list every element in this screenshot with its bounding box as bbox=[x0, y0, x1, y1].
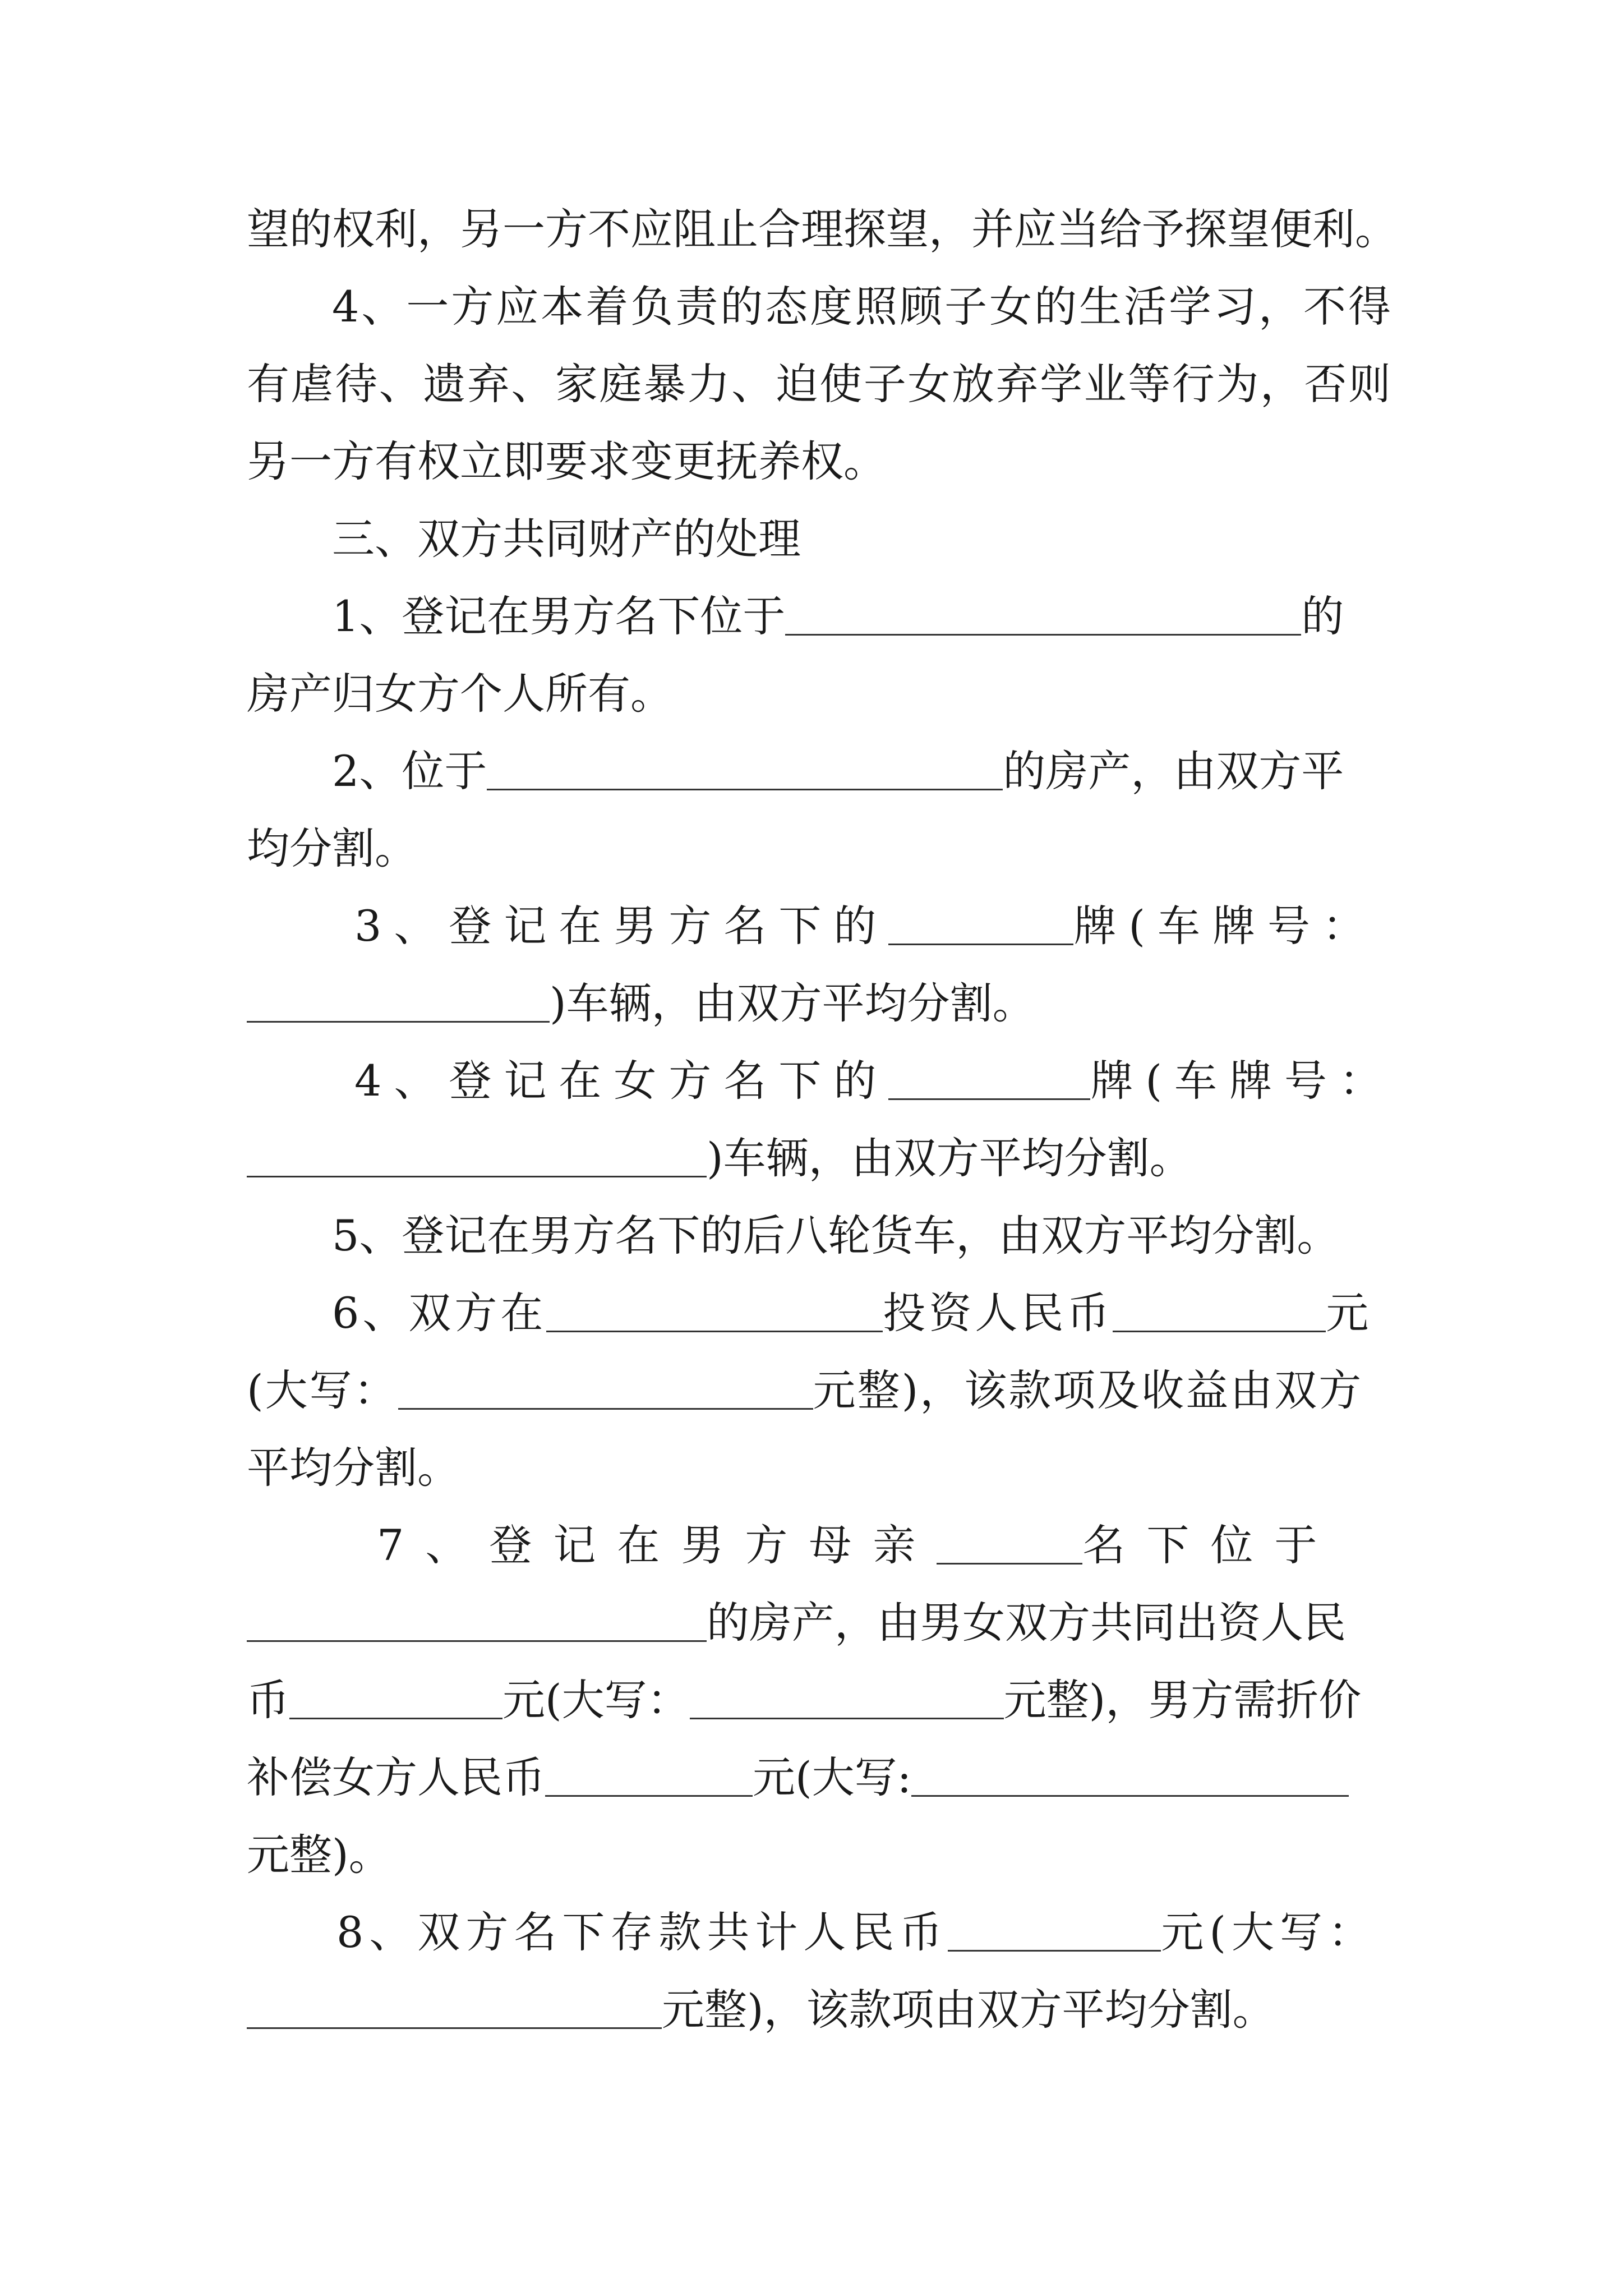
text: 的房产，由男女双方共同出资人民 bbox=[707, 1598, 1346, 1648]
text: 6、双方在 bbox=[332, 1288, 547, 1338]
text: 望的权利，另一方不应阻止合理探望，并应当给予探望便利。 bbox=[247, 204, 1398, 254]
fill-in-blank[interactable] bbox=[937, 1528, 1082, 1565]
fill-in-blank[interactable] bbox=[545, 1760, 753, 1797]
paragraph-line bbox=[247, 268, 1391, 346]
fill-in-blank[interactable] bbox=[785, 599, 1301, 636]
text: )车辆，由双方平均分割。 bbox=[707, 1133, 1192, 1183]
text: 元(大写： bbox=[1161, 1907, 1377, 1957]
fill-in-blank[interactable] bbox=[487, 754, 1003, 790]
text: )车辆，由双方平均分割。 bbox=[550, 978, 1035, 1028]
text: 元整)，该款项及收益由双方 bbox=[813, 1365, 1363, 1415]
fill-in-blank[interactable] bbox=[398, 1373, 813, 1410]
paragraph-line bbox=[247, 578, 1391, 655]
fill-in-blank[interactable] bbox=[1113, 1296, 1326, 1332]
text: 8、双方名下存款共计人民币 bbox=[336, 1907, 948, 1957]
text: 均分割。 bbox=[247, 823, 417, 873]
text: 另一方有权立即要求变更抚养权。 bbox=[247, 436, 886, 486]
text: 房产归女方个人所有。 bbox=[247, 669, 673, 719]
paragraph-line bbox=[247, 1894, 1391, 1971]
fill-in-blank[interactable] bbox=[888, 1064, 1090, 1100]
paragraph-line bbox=[247, 1352, 1391, 1429]
text: 5、登记在男方名下的后八轮货车，由双方平均分割。 bbox=[332, 1211, 1340, 1260]
paragraph-line bbox=[247, 1197, 1391, 1274]
paragraph-line bbox=[247, 1739, 1391, 1816]
paragraph-line bbox=[247, 1584, 1391, 1662]
paragraph-line bbox=[247, 191, 1398, 268]
text: 三、双方共同财产的处理 bbox=[332, 514, 801, 564]
fill-in-blank[interactable] bbox=[247, 1993, 662, 2029]
text: 平均分割。 bbox=[247, 1443, 460, 1493]
text: 元 bbox=[1326, 1288, 1372, 1338]
paragraph-line bbox=[247, 810, 1391, 887]
paragraph-line bbox=[247, 1042, 1395, 1120]
fill-in-blank[interactable] bbox=[690, 1683, 1004, 1719]
paragraph-line bbox=[247, 1274, 1391, 1352]
text: 7、登记在男方母亲 bbox=[377, 1520, 937, 1570]
text: 名下位于 bbox=[1082, 1520, 1339, 1570]
text: 有虐待、遗弃、家庭暴力、迫使子女放弃学业等行为，否则 bbox=[247, 359, 1391, 409]
text: 币 bbox=[247, 1675, 289, 1725]
fill-in-blank[interactable] bbox=[948, 1915, 1161, 1952]
paragraph-line bbox=[247, 887, 1391, 965]
text: 元整)。 bbox=[247, 1830, 391, 1880]
text: 元(大写: bbox=[753, 1752, 912, 1802]
section-heading bbox=[247, 500, 1391, 578]
text: 元整)，男方需折价 bbox=[1003, 1675, 1362, 1725]
text: 牌(车牌号： bbox=[1073, 901, 1378, 951]
fill-in-blank[interactable] bbox=[546, 1296, 883, 1332]
text: 1、登记在男方名下位于 bbox=[332, 591, 786, 641]
text: 投资人民币 bbox=[883, 1288, 1113, 1338]
text: 3、登记在男方名下的 bbox=[354, 901, 889, 951]
text: 元整)，该款项由双方平均分割。 bbox=[662, 1985, 1275, 2035]
fill-in-blank[interactable] bbox=[247, 1605, 707, 1642]
fill-in-blank[interactable] bbox=[247, 986, 550, 1023]
text: 2、位于 bbox=[332, 746, 487, 796]
fill-in-blank[interactable] bbox=[247, 1141, 707, 1177]
text: 4、登记在女方名下的 bbox=[354, 1056, 889, 1106]
text: (大写： bbox=[247, 1365, 398, 1415]
fill-in-blank[interactable] bbox=[289, 1683, 502, 1719]
text: 元(大写： bbox=[502, 1675, 690, 1725]
paragraph-line bbox=[247, 1507, 1391, 1584]
text: 的 bbox=[1301, 591, 1344, 641]
paragraph-line bbox=[247, 655, 1391, 733]
text: 牌(车牌号： bbox=[1090, 1056, 1395, 1106]
paragraph-line bbox=[247, 346, 1391, 423]
text: 的房产，由双方平 bbox=[1003, 746, 1344, 796]
fill-in-blank[interactable] bbox=[911, 1760, 1349, 1797]
text: 4、一方应本着负责的态度照顾子女的生活学习，不得 bbox=[332, 282, 1391, 332]
paragraph-line bbox=[247, 1429, 1391, 1507]
paragraph-line bbox=[247, 733, 1391, 810]
paragraph-line bbox=[247, 423, 1391, 500]
document-page bbox=[247, 191, 1398, 2049]
text: 补偿女方人民币 bbox=[247, 1752, 545, 1802]
paragraph-line bbox=[247, 1971, 1391, 2049]
paragraph-line bbox=[247, 1120, 1391, 1197]
paragraph-line bbox=[247, 965, 1391, 1042]
fill-in-blank[interactable] bbox=[888, 909, 1073, 945]
paragraph-line bbox=[247, 1662, 1391, 1739]
paragraph-line bbox=[247, 1816, 1391, 1894]
